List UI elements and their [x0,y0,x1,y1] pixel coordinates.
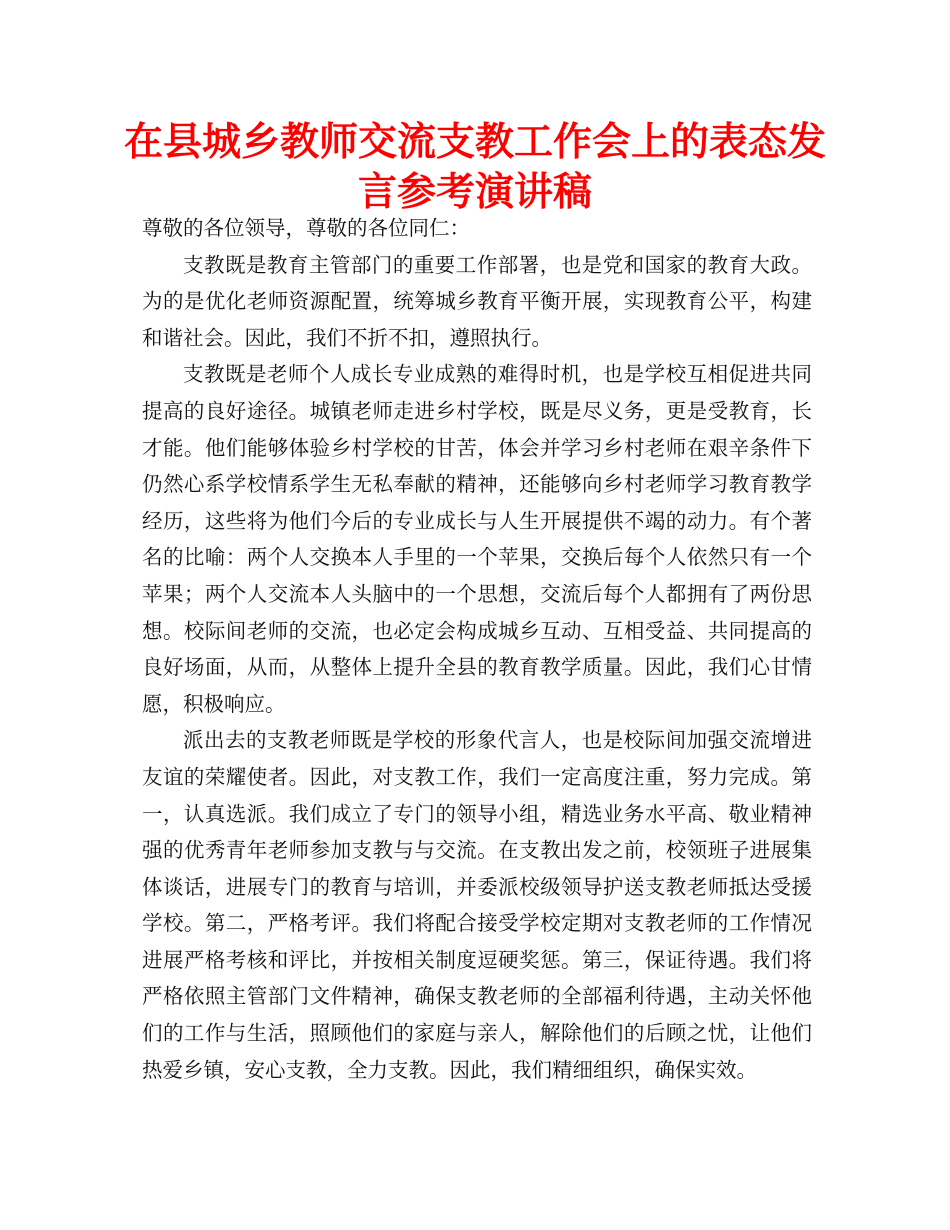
document-title: 在县城乡教师交流支教工作会上的表态发言参考演讲稿 [123,120,826,215]
paragraph: 派出去的支教老师既是学校的形象代言人，也是校际间加强交流增进友谊的荣耀使者。因此，对支教工作，我们一定高度注重，努力完成。第一，认真选派。我们成立了专门的领导小组，精选业务水平高、敬业精神强的优秀青年老师参加支教与与交流。在支教出发之前，校领班子进展集体谈话，进展专门的教育与培训，并委派校级领导护送支教老师抵达受援学校。第二，严格考评。我们将配合接受学校定期对支教老师的工作情况进展严格考核和评比，并按相关制度逗硬奖惩。第三，保证待遇。我们将严格依照主管部门文件精神，确保支教老师的全部福利待遇，主动关怀他们的工作与生活，照顾他们的家庭与亲人，解除他们的后顾之忧，让他们热爱乡镇，安心支教，全力支教。因此，我们精细组织，确保实效。 [142,728,812,1082]
paragraph: 支教既是老师个人成长专业成熟的难得时机，也是学校互相促进共同提高的良好途径。城镇老师走进乡村学校，既是尽义务，更是受教育，长才能。他们能够体验乡村学校的甘苦，体会并学习乡村老师在艰辛条件下仍然心系学校情系学生无私奉献的精神，还能够向乡村老师学习教育教学经历，这些将为他们今后的专业成长与人生开展提供不竭的动力。有个著名的比喻：两个人交换本人手里的一个苹果，交换后每个人依然只有一个苹果；两个人交流本人头脑中的一个思想，交流后每个人都拥有了两份思想。校际间老师的交流，也必定会构成城乡互动、互相受益、共同提高的良好场面，从而，从整体上提升全县的教育教学质量。因此，我们心甘情愿，积极响应。 [142,362,812,716]
document-body [142,210,812,1088]
salutation: 尊敬的各位领导，尊敬的各位同仁： [142,216,470,240]
paragraph: 支教既是教育主管部门的重要工作部署，也是党和国家的教育大政。为的是优化老师资源配置，统筹城乡教育平衡开展，实现教育公平，构建和谐社会。因此，我们不折不扣，遵照执行。 [142,252,812,350]
